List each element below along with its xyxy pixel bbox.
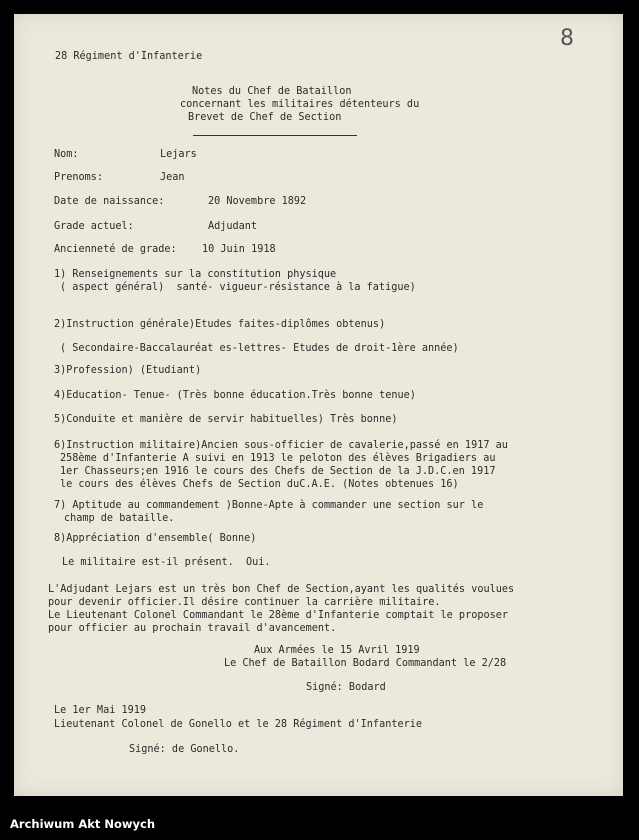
archive-label: Archiwum Akt Nowych — [10, 817, 156, 831]
present-line: Le militaire est-il présent. Oui. — [62, 557, 271, 568]
field-value-anciennete: 10 Juin 1918 — [202, 244, 276, 255]
field-value-grade: Adjudant — [208, 221, 258, 232]
narrative-line-1: L'Adjudant Lejars est un très bon Chef de Section,ayant les qualités voulues — [48, 584, 515, 595]
title-underline — [193, 135, 357, 136]
item-5: 5)Conduite et manière de servir habituelles) Très bonne) — [54, 414, 398, 425]
item-2-line-2: ( Secondaire-Baccalauréat es-lettres- Etudes de droit-1ère année) — [60, 343, 459, 354]
field-label-nom: Nom: — [54, 149, 79, 160]
item-1-line-1: 1) Renseignements sur la constitution physique — [54, 269, 337, 280]
lt-colonel-line: Lieutenant Colonel de Gonello et le 28 Régiment d'Infanterie — [54, 719, 423, 730]
item-6-line-3: 1er Chasseurs;en 1916 le cours des Chefs de Section de la J.D.C.en 1917 — [60, 466, 496, 477]
commander-line: Le Chef de Bataillon Bodard Commandant le 2/28 — [224, 658, 507, 669]
title-line-3: Brevet de Chef de Section — [188, 112, 342, 123]
item-6-line-1: 6)Instruction militaire)Ancien sous-officier de cavalerie,passé en 1917 au — [54, 440, 508, 451]
field-label-prenoms: Prenoms: — [54, 172, 104, 183]
field-value-prenoms: Jean — [160, 172, 185, 183]
item-3: 3)Profession) (Etudiant) — [54, 365, 202, 376]
archive-footer — [0, 808, 639, 840]
item-7-line-1: 7) Aptitude au commandement )Bonne-Apte à commander une section sur le — [54, 500, 484, 511]
narrative-line-4: pour officier au prochain travail d'avancement. — [48, 623, 337, 634]
page-number: 8 — [560, 26, 574, 51]
item-4: 4)Education- Tenue- (Très bonne éducation.Très bonne tenue) — [54, 390, 416, 401]
regiment-header: 28 Régiment d'Infanterie — [55, 51, 203, 62]
document-page — [14, 14, 623, 796]
place-date: Aux Armées le 15 Avril 1919 — [254, 645, 420, 656]
field-label-grade: Grade actuel: — [54, 221, 134, 232]
item-7-line-2: champ de bataille. — [64, 513, 175, 524]
narrative-line-2: pour devenir officier.Il désire continuer la carrière militaire. — [48, 597, 441, 608]
title-line-1: Notes du Chef de Bataillon — [192, 86, 352, 97]
item-6-line-4: le cours des élèves Chefs de Section duC.A.E. (Notes obtenues 16) — [60, 479, 459, 490]
item-2-line-1: 2)Instruction générale)Etudes faites-diplômes obtenus) — [54, 319, 386, 330]
item-6-line-2: 258ème d'Infanterie A suivi en 1913 le peloton des élèves Brigadiers au — [60, 453, 496, 464]
signature-bodard: Signé: Bodard — [306, 682, 386, 693]
field-label-date-naissance: Date de naissance: — [54, 196, 165, 207]
signature-gonello: Signé: de Gonello. — [129, 744, 240, 755]
item-1-line-2: ( aspect général) santé- vigueur-résistance à la fatigue) — [60, 282, 416, 293]
title-line-2: concernant les militaires détenteurs du — [180, 99, 420, 110]
item-8: 8)Appréciation d'ensemble( Bonne) — [54, 533, 257, 544]
field-value-nom: Lejars — [160, 149, 197, 160]
narrative-line-3: Le Lieutenant Colonel Commandant le 28ème d'Infanterie comptait le proposer — [48, 610, 509, 621]
field-label-anciennete: Ancienneté de grade: — [54, 244, 177, 255]
date-second: Le 1er Mai 1919 — [54, 705, 147, 716]
field-value-date-naissance: 20 Novembre 1892 — [208, 196, 307, 207]
